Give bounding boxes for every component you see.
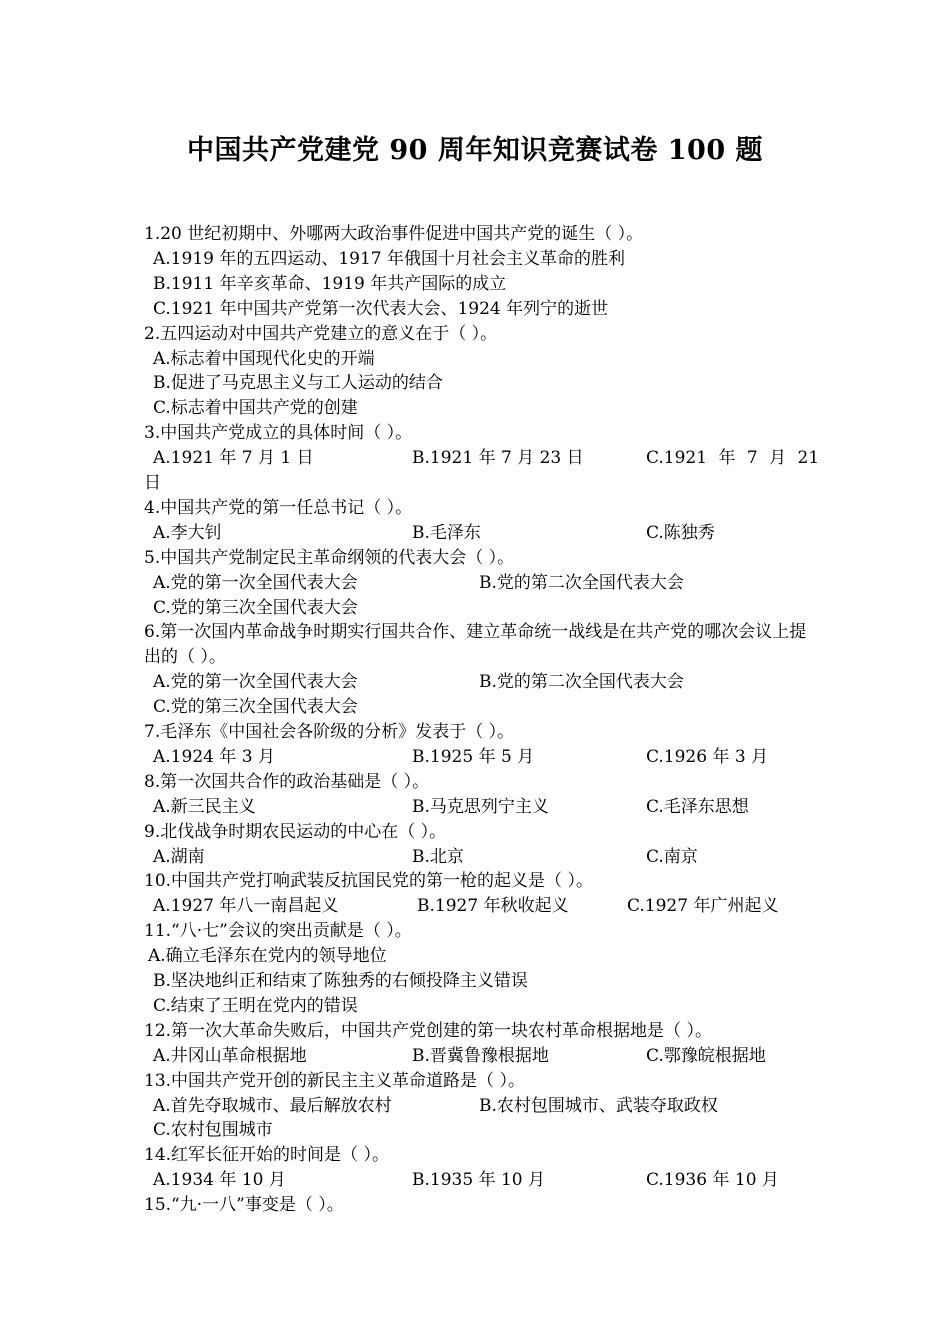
question-14: 14.红军长征开始的时间是（ ）。 (144, 1145, 389, 1166)
question-list (144, 222, 820, 1218)
option-14a: A.1934 年 10 月 (153, 1170, 286, 1191)
option-1c: C.1921 年中国共产党第一次代表大会、1924 年列宁的逝世 (153, 298, 609, 319)
option-1a: A.1919 年的五四运动、1917 年俄国十月社会主义革命的胜利 (153, 248, 626, 269)
option-9c: C.南京 (646, 846, 698, 867)
option-7a: A.1924 年 3 月 (153, 746, 275, 767)
option-10b: B.1927 年秋收起义 (417, 896, 569, 917)
question-12: 12.第一次大革命失败后，中国共产党创建的第一块农村革命根据地是（ ）。 (144, 1020, 712, 1041)
option-4c: C.陈独秀 (646, 522, 715, 543)
option-8b: B.马克思列宁主义 (412, 796, 549, 817)
options-row-4 (144, 521, 814, 546)
options-row-7 (144, 745, 814, 770)
option-2c: C.标志着中国共产党的创建 (153, 398, 358, 419)
option-1b: B.1911 年辛亥革命、1919 年共产国际的成立 (153, 273, 507, 294)
option-9b: B.北京 (412, 846, 464, 867)
option-13a: A.首先夺取城市、最后解放农村 (153, 1095, 392, 1116)
option-7c: C.1926 年 3 月 (646, 746, 769, 767)
question-15: 15.“九·一八”事变是（ ）。 (144, 1195, 344, 1216)
options-row-9 (144, 845, 814, 870)
question-13: 13.中国共产党开创的新民主主义革命道路是（ ）。 (144, 1070, 525, 1091)
option-10a: A.1927 年八一南昌起义 (153, 896, 339, 917)
option-3c: C.1921 年 7 月 21 (646, 448, 820, 469)
question-6: 6.第一次国内革命战争时期实行国共合作、建立革命统一战线是在共产党的哪次会议上提出的（ ）。 (144, 622, 807, 668)
question-2: 2.五四运动对中国共产党建立的意义在于（ ）。 (144, 323, 498, 344)
document-title: 中国共产党建党 90 周年知识竞赛试卷 100 题 (186, 135, 764, 166)
options-row-14 (144, 1168, 814, 1193)
option-14c: C.1936 年 10 月 (646, 1170, 779, 1191)
question-3: 3.中国共产党成立的具体时间（ ）。 (144, 423, 413, 444)
option-12b: B.晋冀鲁豫根据地 (412, 1045, 549, 1066)
option-4b: B.毛泽东 (412, 522, 481, 543)
option-8a: A.新三民主义 (153, 796, 256, 817)
option-3b: B.1921 年 7 月 23 日 (412, 448, 584, 469)
options-row-8 (144, 795, 814, 820)
option-5a: A.党的第一次全国代表大会 (153, 572, 358, 593)
options-row-13 (144, 1094, 814, 1119)
option-13c: C.农村包围城市 (153, 1120, 273, 1141)
option-5b: B.党的第二次全国代表大会 (479, 572, 684, 593)
option-3c-continued: 日 (144, 473, 161, 494)
options-row-5 (144, 571, 814, 596)
option-6a: A.党的第一次全国代表大会 (153, 672, 358, 693)
option-12c: C.鄂豫皖根据地 (646, 1045, 766, 1066)
option-2a: A.标志着中国现代化史的开端 (153, 348, 375, 369)
option-6c: C.党的第三次全国代表大会 (153, 697, 358, 718)
question-10: 10.中国共产党打响武装反抗国民党的第一枪的起义是（ ）。 (144, 871, 593, 892)
question-7: 7.毛泽东《中国社会各阶级的分析》发表于（ ）。 (144, 722, 515, 743)
question-5: 5.中国共产党制定民主革命纲领的代表大会（ ）。 (144, 547, 515, 568)
options-row-12 (144, 1044, 814, 1069)
question-9: 9.北伐战争时期农民运动的中心在（ ）。 (144, 821, 447, 842)
option-11c: C.结束了王明在党内的错误 (153, 995, 358, 1016)
options-row-6 (144, 670, 814, 695)
option-8c: C.毛泽东思想 (646, 796, 749, 817)
options-row-10 (144, 894, 814, 919)
option-7b: B.1925 年 5 月 (412, 746, 535, 767)
question-1: 1.20 世纪初期中、外哪两大政治事件促进中国共产党的诞生（ ）。 (144, 224, 644, 244)
question-4: 4.中国共产党的第一任总书记（ ）。 (144, 497, 413, 518)
option-2b: B.促进了马克思主义与工人运动的结合 (153, 373, 443, 394)
option-5c: C.党的第三次全国代表大会 (153, 597, 358, 618)
option-11b: B.坚决地纠正和结束了陈独秀的右倾投降主义错误 (153, 971, 528, 992)
question-11: 11.“八·七”会议的突出贡献是（ ）。 (144, 921, 412, 942)
option-11a: A.确立毛泽东在党内的领导地位 (148, 946, 387, 967)
option-12a: A.井冈山革命根据地 (153, 1045, 307, 1066)
option-14b: B.1935 年 10 月 (412, 1170, 546, 1191)
option-3a: A.1921 年 7 月 1 日 (153, 448, 314, 469)
option-13b: B.农村包围城市、武装夺取政权 (479, 1095, 718, 1116)
option-6b: B.党的第二次全国代表大会 (479, 672, 684, 693)
option-10c: C.1927 年广州起义 (627, 896, 779, 917)
options-row-3 (144, 446, 820, 471)
option-4a: A.李大钊 (153, 522, 222, 543)
question-8: 8.第一次国共合作的政治基础是（ ）。 (144, 771, 430, 792)
option-9a: A.湖南 (153, 846, 205, 867)
